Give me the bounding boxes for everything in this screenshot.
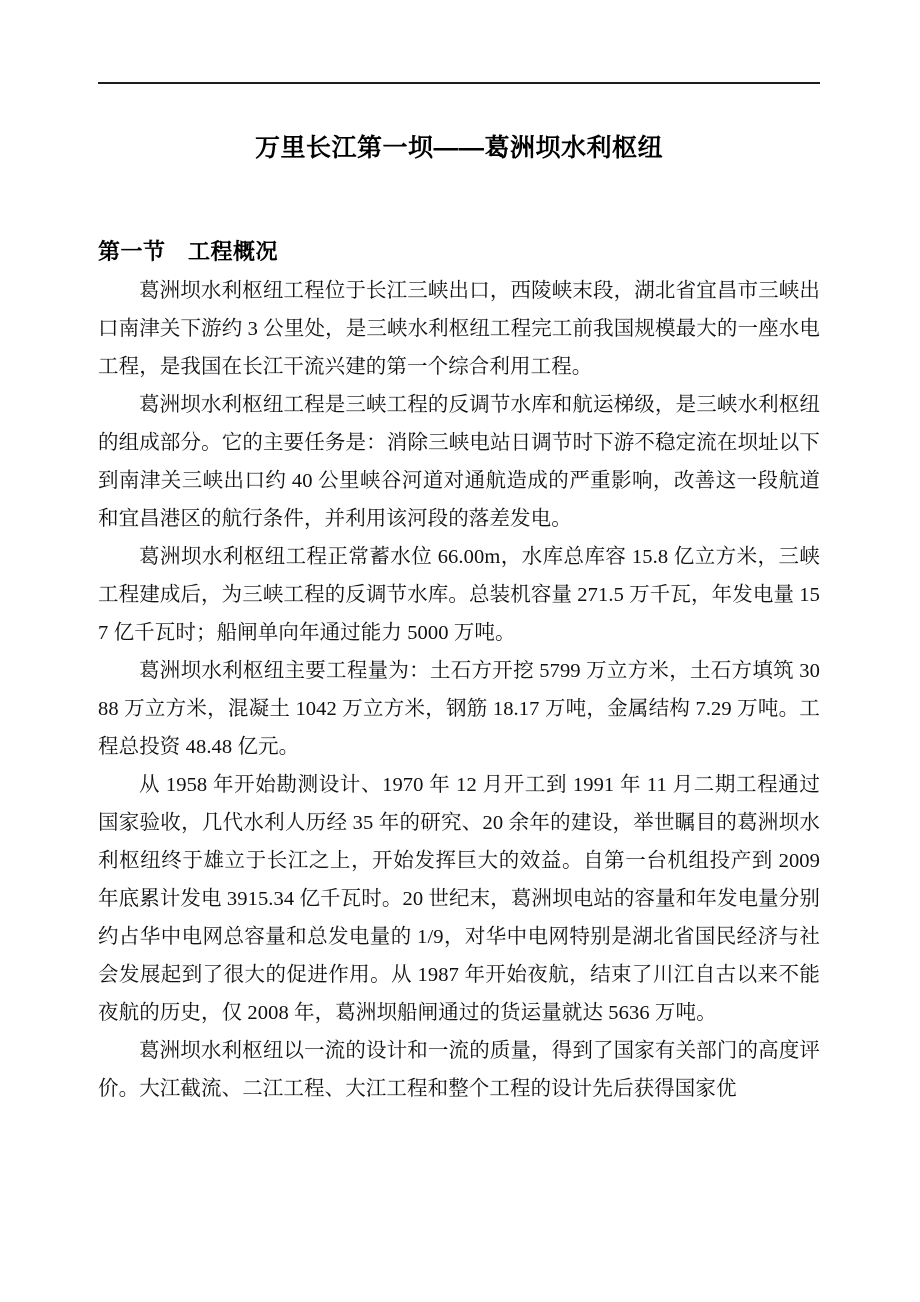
paragraph: 葛洲坝水利枢纽工程正常蓄水位 66.00m，水库总库容 15.8 亿立方米，三峡工程建成后，为三峡工程的反调节水库。总装机容量 271.5 万千瓦，年发电量 157 亿千瓦时；船闸单向年通过能力 5000 万吨。: [98, 546, 820, 644]
paragraph: 葛洲坝水利枢纽工程是三峡工程的反调节水库和航运梯级，是三峡水利枢纽的组成部分。它的主要任务是：消除三峡电站日调节时下游不稳定流在坝址以下到南津关三峡出口约 40 公里峡谷河道对通航造成的严重影响，改善这一段航道和宜昌港区的航行条件，并利用该河段的落差发电。: [98, 394, 820, 530]
section-heading: 第一节 工程概况: [98, 239, 279, 265]
paragraph: 从 1958 年开始勘测设计、1970 年 12 月开工到 1991 年 11 月二期工程通过国家验收，几代水利人历经 35 年的研究、20 余年的建设，举世瞩目的葛洲坝水利枢纽终于雄立于长江之上，开始发挥巨大的效益。自第一台机组投产到 2009 年底累计发电 3915.34 亿千瓦时。20 世纪末，葛洲坝电站的容量和年发电量分别约占华中电网总容量和总发电量的 1/9，对华中电网特别是湖北省国民经济与社会发展起到了很大的促进作用。从 1987 年开始夜航，结束了川江自古以来不能夜航的历史，仅 2008 年，葛洲坝船闸通过的货运量就达 5636 万吨。: [98, 774, 820, 1024]
paragraph: 葛洲坝水利枢纽主要工程量为：土石方开挖 5799 万立方米，土石方填筑 3088 万立方米，混凝土 1042 万立方米，钢筋 18.17 万吨，金属结构 7.29 万吨。工程总投资 48.48 亿元。: [98, 660, 820, 758]
body-text: [98, 272, 820, 1108]
paragraph: 葛洲坝水利枢纽以一流的设计和一流的质量，得到了国家有关部门的高度评价。大江截流、二江工程、大江工程和整个工程的设计先后获得国家优: [98, 1040, 820, 1100]
header-divider: [98, 82, 820, 84]
page-title: 万里长江第一坝——葛洲坝水利枢纽: [254, 133, 663, 162]
paragraph: 葛洲坝水利枢纽工程位于长江三峡出口，西陵峡末段，湖北省宜昌市三峡出口南津关下游约 3 公里处，是三峡水利枢纽工程完工前我国规模最大的一座水电工程，是我国在长江干流兴建的第一个综合利用工程。: [98, 280, 820, 378]
